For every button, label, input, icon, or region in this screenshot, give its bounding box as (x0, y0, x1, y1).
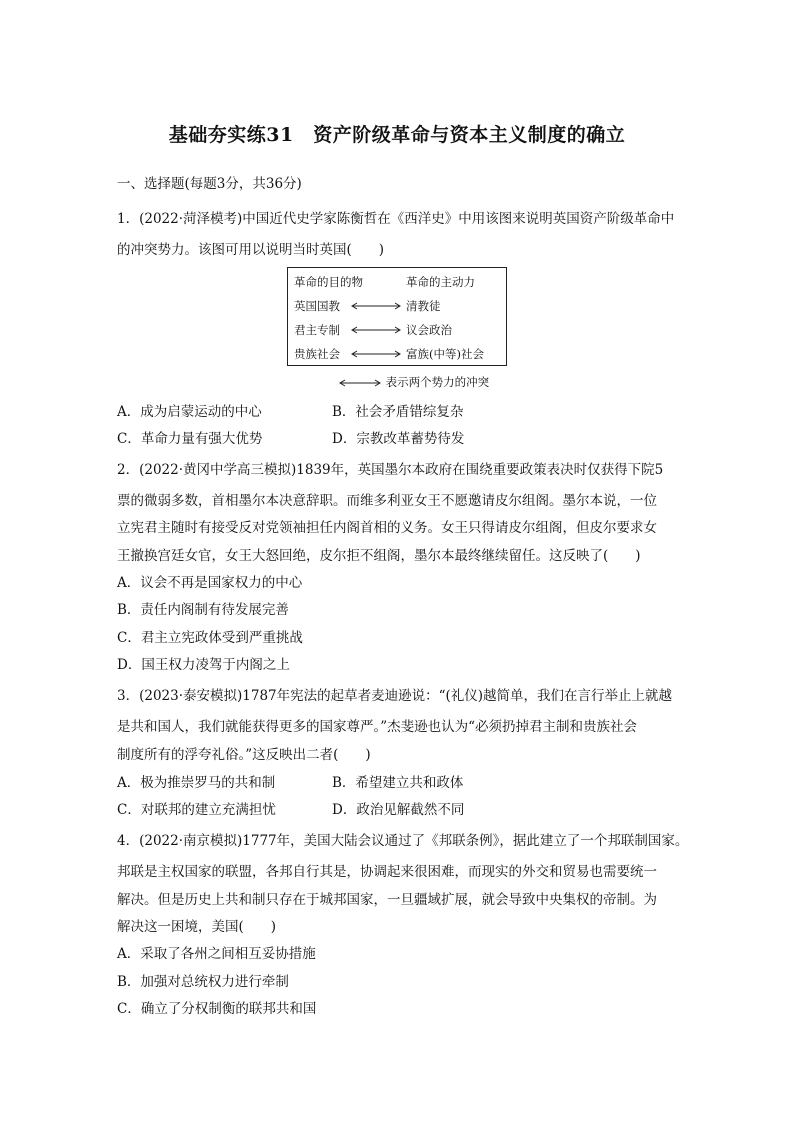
question-4-line-1: 4．(2022·南京模拟)1777年，美国大陆会议通过了《邦联条例》，据此建立了一个邦联制国家。 (117, 833, 689, 849)
option-b[interactable]: B．责任内阁制有待发展完善 (117, 602, 289, 618)
legend-text: 表示两个势力的冲突 (385, 375, 490, 389)
option-c[interactable]: C．君主立宪政体受到严重挑战 (117, 630, 303, 646)
diagram-row-right: 富族(中等)社会 (406, 347, 484, 361)
question-4-line-4: 解决这一困境，美国( ) (117, 919, 277, 935)
section-heading: 一、选择题(每题3分，共36分) (117, 176, 302, 192)
question-1-options-row-1 (117, 400, 464, 420)
diagram-row (294, 346, 500, 362)
double-arrow-icon (350, 325, 402, 335)
option-c[interactable]: C．革命力量有强大优势 (117, 431, 263, 447)
option-b[interactable]: B．加强对总统权力进行牵制 (117, 974, 289, 990)
question-1-line-1: 1．(2022·菏泽模考)中国近代史学家陈衡哲在《西洋史》中用该图来说明英国资产阶级革命中 (117, 211, 675, 227)
question-1-options-row-2 (117, 427, 465, 447)
diagram-row-left: 英国国教 (294, 299, 340, 313)
question-2-line-4: 王撤换宫廷女官，女王大怒回绝，皮尔拒不组阁，墨尔本最终继续留任。这反映了( ) (117, 548, 641, 564)
option-c[interactable]: C．确立了分权制衡的联邦共和国 (117, 1001, 317, 1017)
diagram-row-right: 议会政治 (406, 323, 452, 337)
diagram-legend (338, 374, 489, 390)
option-d[interactable]: D．政治见解截然不同 (332, 802, 465, 818)
diagram-header-row (294, 274, 500, 290)
double-arrow-icon (350, 301, 402, 311)
question-2-line-3: 立宪君主随时有接受反对党领袖担任内阁首相的义务。女王只得请皮尔组阁，但皮尔要求女 (117, 520, 657, 536)
diagram-row-right: 清教徒 (406, 299, 441, 313)
question-3-line-2: 是共和国人，我们就能获得更多的国家尊严。”杰斐逊也认为“必须扔掉君主制和贵族社会 (117, 719, 638, 735)
option-b[interactable]: B．希望建立共和政体 (332, 775, 464, 791)
option-c[interactable]: C．对联邦的建立充满担忧 (117, 802, 276, 818)
option-a[interactable]: A．成为启蒙运动的中心 (117, 404, 262, 420)
diagram-header-right: 革命的主动力 (406, 275, 475, 289)
question-3-options-row-2 (117, 798, 465, 818)
double-arrow-icon (350, 349, 402, 359)
question-4-line-3: 解决。但是历史上共和制只存在于城邦国家，一旦疆域扩展，就会导致中央集权的帝制。为 (117, 892, 657, 908)
option-a[interactable]: A．采取了各州之间相互妥协措施 (117, 946, 316, 962)
question-2-line-1: 2．(2022·黄冈中学高三模拟)1839年，英国墨尔本政府在围绕重要政策表决时仅获得下院5 (117, 462, 664, 478)
conflict-diagram (287, 267, 507, 366)
question-3-options-row-1 (117, 771, 464, 791)
option-a[interactable]: A．议会不再是国家权力的中心 (117, 575, 303, 591)
diagram-row-left: 君主专制 (294, 323, 340, 337)
question-2-line-2: 票的微弱多数，首相墨尔本决意辞职。而维多利亚女王不愿邀请皮尔组阁。墨尔本说，一位 (117, 493, 657, 509)
question-1-line-2: 的冲突势力。该图可用以说明当时英国( ) (117, 242, 385, 258)
page-title: 基础夯实练31 资产阶级革命与资本主义制度的确立 (168, 124, 626, 146)
diagram-row-left: 贵族社会 (294, 347, 340, 361)
diagram-header-left: 革命的目的物 (294, 275, 363, 289)
question-4-line-2: 邦联是主权国家的联盟，各邦自行其是，协调起来很困难，而现实的外交和贸易也需要统一 (117, 864, 657, 880)
diagram-row (294, 298, 500, 314)
question-3-line-3: 制度所有的浮夸礼俗。”这反映出二者( ) (117, 747, 371, 763)
option-b[interactable]: B．社会矛盾错综复杂 (332, 404, 464, 420)
question-3-line-1: 3．(2023·泰安模拟)1787年宪法的起草者麦迪逊说：“(礼仪)越简单，我们在言行举止上就越 (117, 688, 673, 704)
option-d[interactable]: D．国王权力凌驾于内阁之上 (117, 657, 290, 673)
option-d[interactable]: D．宗教改革蓄势待发 (332, 431, 465, 447)
double-arrow-icon (338, 378, 382, 388)
option-a[interactable]: A．极为推崇罗马的共和制 (117, 775, 276, 791)
diagram-row (294, 322, 500, 338)
